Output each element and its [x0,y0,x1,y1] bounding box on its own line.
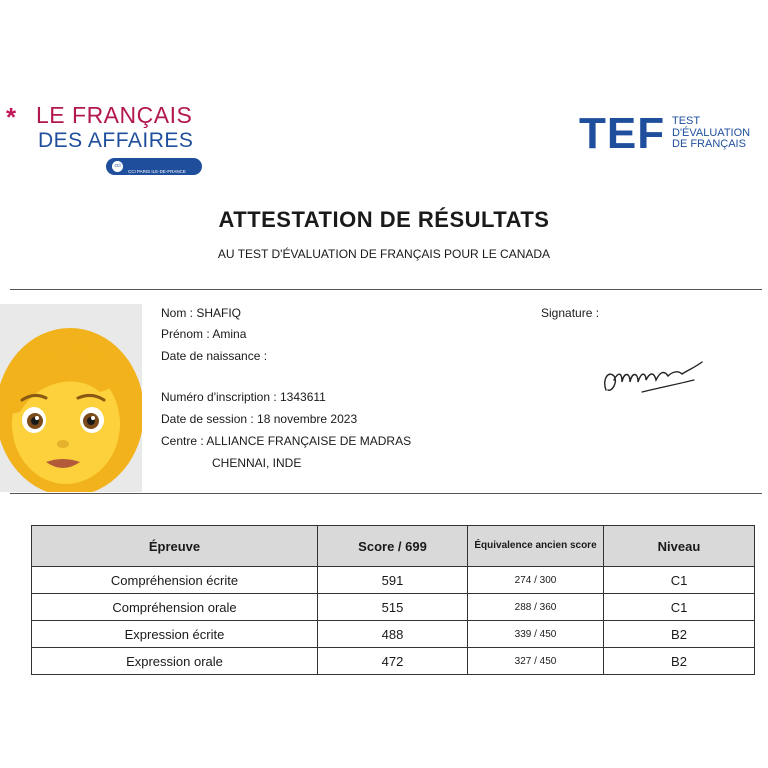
cci-badge-text: CCI PARIS ILE-DE-FRANCE ÉDUCATION [128,169,186,180]
table-row [32,621,755,648]
candidate-centre-city: CHENNAI, INDE [212,456,302,470]
divider-top [10,289,762,290]
cell-score: 515 [318,594,468,621]
header-equivalence: Équivalence ancien score [468,526,604,567]
cell-epreuve: Compréhension écrite [32,567,318,594]
cell-score: 488 [318,621,468,648]
header-niveau: Niveau [604,526,755,567]
cell-equivalence: 274 / 300 [468,567,604,594]
cell-score: 591 [318,567,468,594]
lfa-logo-line1: LE FRANÇAIS [36,102,193,128]
candidate-nom: Nom : SHAFIQ [161,306,242,320]
candidate-photo [0,304,142,492]
cell-equivalence: 339 / 450 [468,621,604,648]
cell-niveau: C1 [604,594,755,621]
tef-caption-line1: TEST [672,115,701,127]
cell-epreuve: Expression écrite [32,621,318,648]
tef-logo: TEF [579,109,666,158]
cell-niveau: B2 [604,648,755,675]
cell-epreuve: Expression orale [32,648,318,675]
candidate-centre: Centre : ALLIANCE FRANÇAISE DE MADRAS [161,434,412,448]
cell-epreuve: Compréhension orale [32,594,318,621]
cell-niveau: B2 [604,621,755,648]
lfa-star-icon: * [6,102,17,132]
candidate-prenom: Prénom : Amina [161,327,247,341]
tef-logo-caption [672,116,750,151]
table-header-row [32,526,755,567]
cci-logo-icon: cci [112,161,123,172]
table-row [32,648,755,675]
signature-label: Signature : [541,306,600,320]
cci-badge [106,158,202,180]
handwritten-signature [598,350,708,400]
document-subtitle: AU TEST D'ÉVALUATION DE FRANÇAIS POUR LE CANADA [217,247,551,261]
cell-equivalence: 327 / 450 [468,648,604,675]
tef-caption-line3: DE FRANÇAIS [672,138,746,151]
header-score: Score / 699 [318,526,468,567]
table-row [32,594,755,621]
cell-score: 472 [318,648,468,675]
results-table [31,525,755,675]
candidate-date-session: Date de session : 18 novembre 2023 [161,412,358,426]
table-row [32,567,755,594]
divider-bottom [10,493,762,494]
lfa-logo-line2: DES AFFAIRES [38,129,194,152]
cell-niveau: C1 [604,567,755,594]
candidate-date-naissance: Date de naissance : [161,349,268,363]
document-title: ATTESTATION DE RÉSULTATS [218,207,550,232]
candidate-numero-inscription: Numéro d'inscription : 1343611 [161,390,326,404]
header-epreuve: Épreuve [32,526,318,567]
cell-equivalence: 288 / 360 [468,594,604,621]
tef-caption-line2: D'ÉVALUATION [672,126,751,139]
woman-avatar-icon [0,304,142,492]
